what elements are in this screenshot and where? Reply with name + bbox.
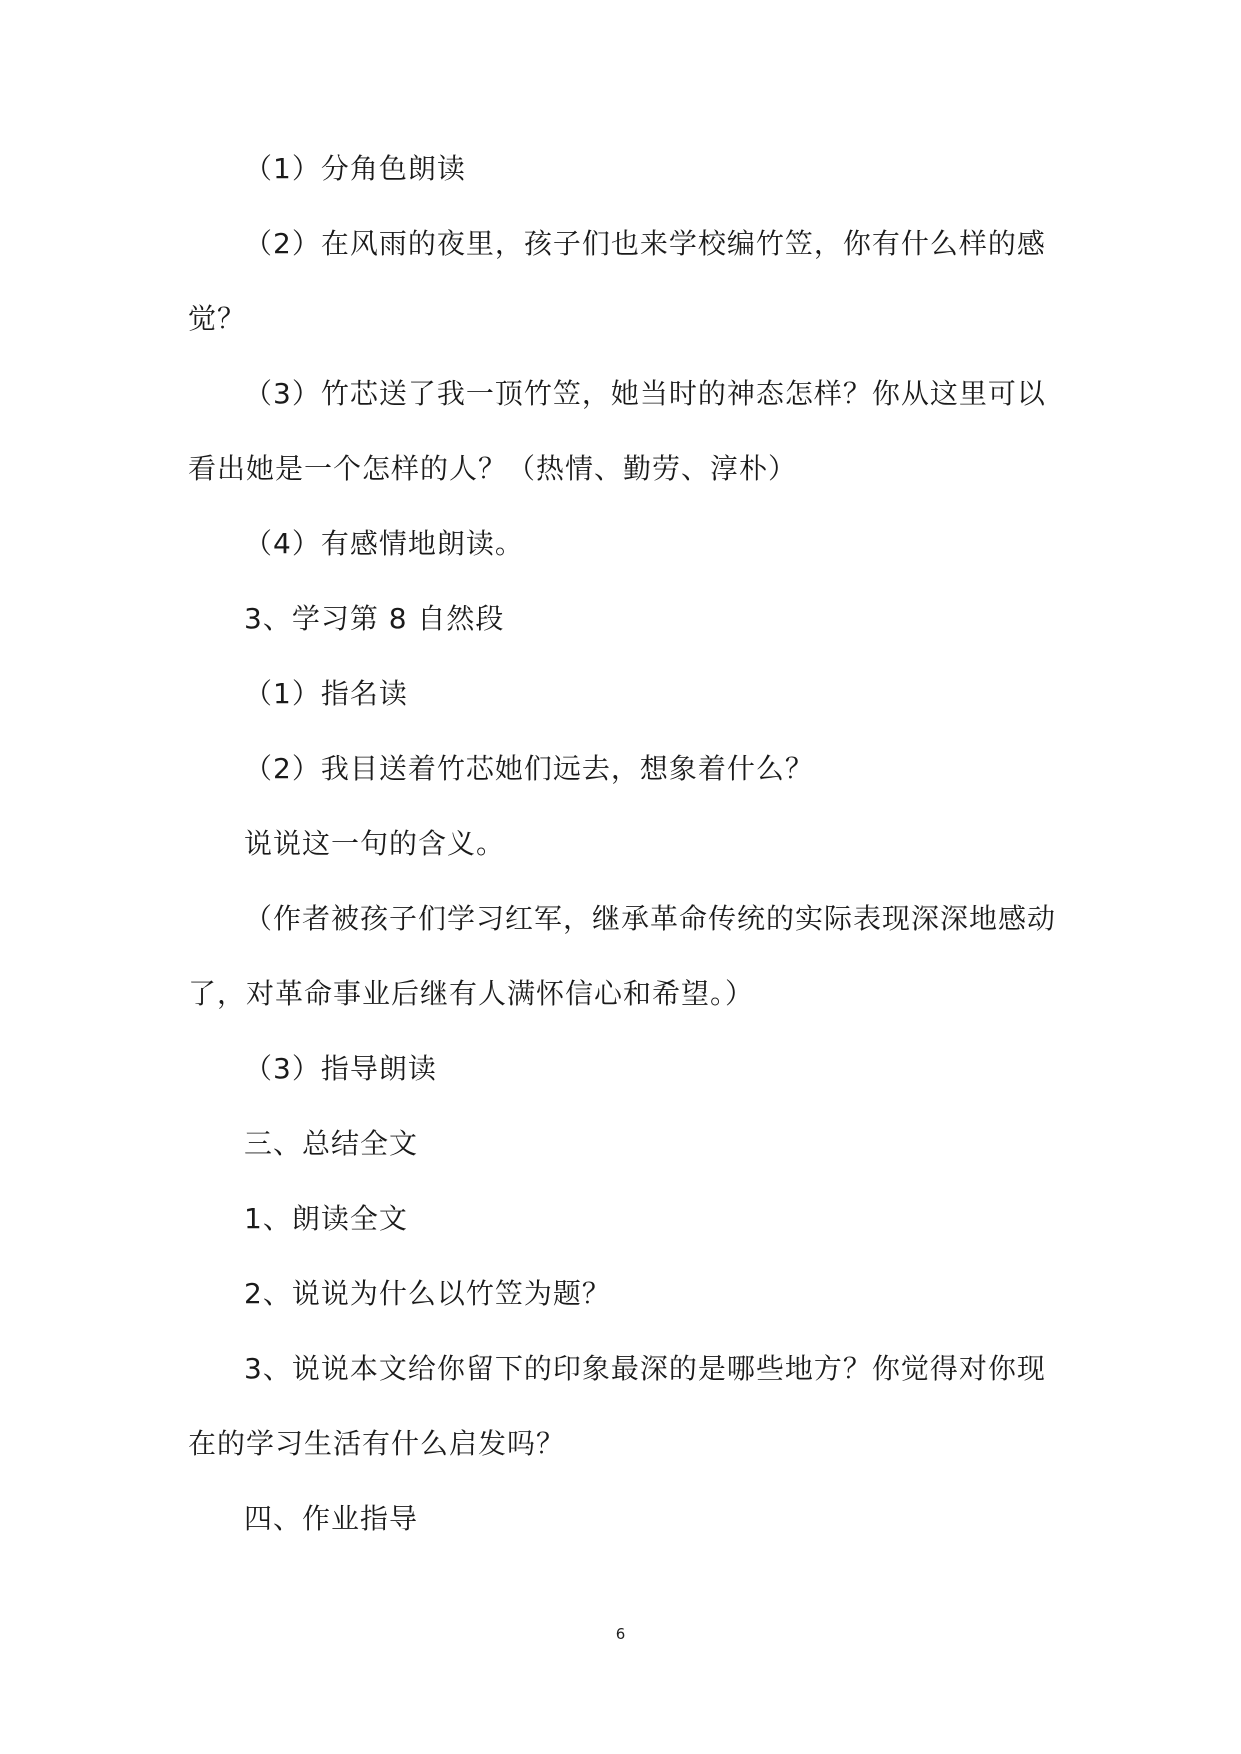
text-line: （4）有感情地朗读。 [244, 527, 524, 560]
text-line: 看出她是一个怎样的人？（热情、勤劳、淳朴） [188, 452, 798, 485]
text-line: （2）在风雨的夜里，孩子们也来学校编竹笠，你有什么样的感 [244, 227, 1046, 260]
text-line: （2）我目送着竹芯她们远去，想象着什么？ [244, 752, 814, 785]
text-line: 三、总结全文 [244, 1127, 419, 1160]
text-line: 2、说说为什么以竹笠为题？ [244, 1277, 611, 1310]
text-line: 3、说说本文给你留下的印象最深的是哪些地方？你觉得对你现 [244, 1352, 1046, 1385]
text-line: 了，对革命事业后继有人满怀信心和希望。） [188, 977, 755, 1010]
page-number: 6 [615, 1625, 626, 1643]
text-line: （作者被孩子们学习红军，继承革命传统的实际表现深深地感动 [244, 902, 1057, 935]
text-line: 1、朗读全文 [244, 1202, 408, 1235]
text-line: （1）分角色朗读 [244, 152, 466, 185]
text-line: （1）指名读 [244, 677, 408, 710]
text-line: 说说这一句的含义。 [244, 827, 506, 860]
text-line: 3、学习第 8 自然段 [244, 602, 505, 635]
text-line: （3）指导朗读 [244, 1052, 437, 1085]
text-line: 四、作业指导 [244, 1502, 419, 1535]
text-line: （3）竹芯送了我一顶竹笠，她当时的神态怎样？你从这里可以 [244, 377, 1046, 410]
text-line: 在的学习生活有什么启发吗？ [188, 1427, 566, 1460]
text-line: 觉？ [188, 302, 247, 335]
